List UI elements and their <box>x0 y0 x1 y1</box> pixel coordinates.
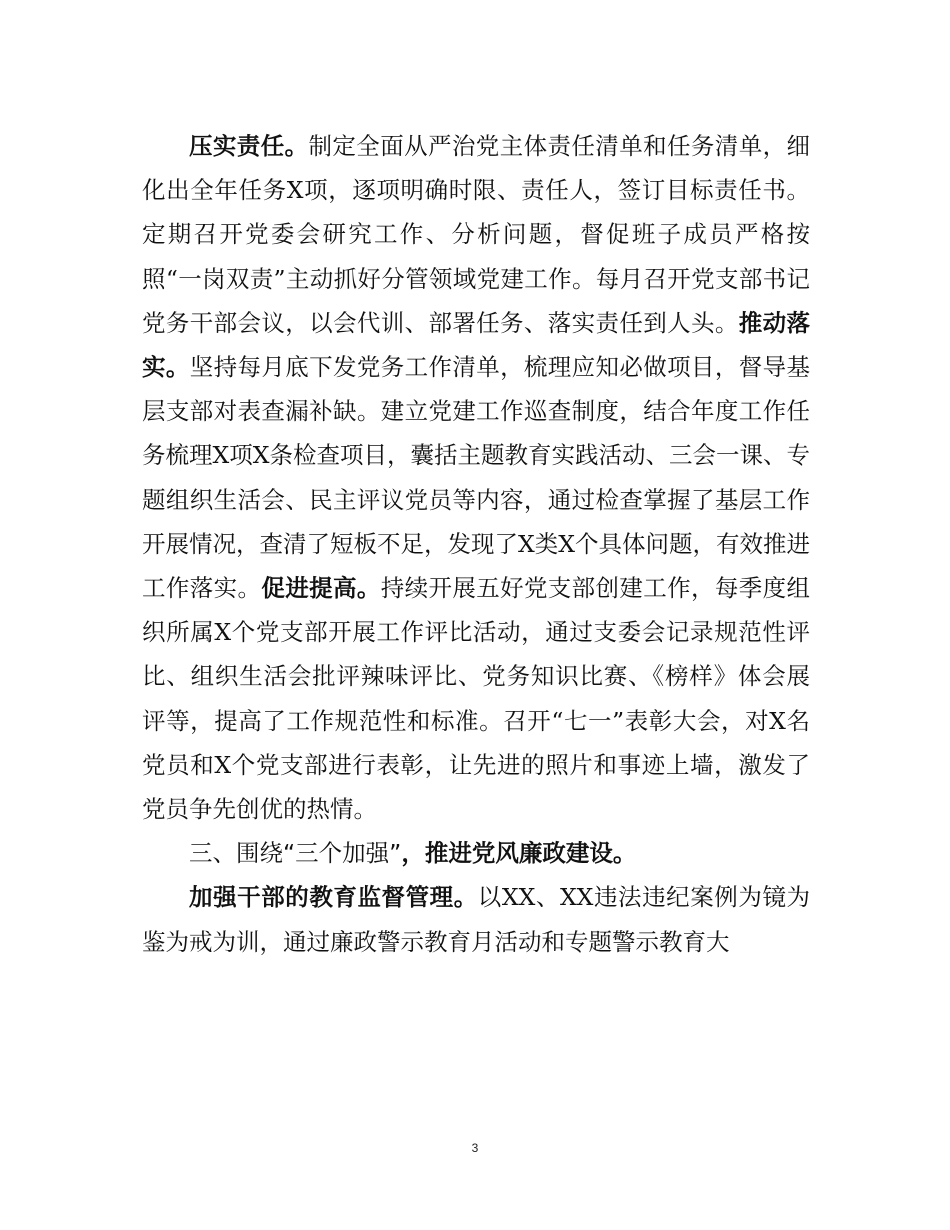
page-number: 3 <box>471 1141 479 1155</box>
section-heading <box>142 831 810 875</box>
paragraph-text-1: 制定全面从严治党主体责任清单和任务清单，细化出全年任务X项，逐项明确时限、责任人，签订目标责任书。定期召开党委会研究工作、分析问题，督促班子成员严格按照“一岗双责”主动抓好分管领域党建工作。每月召开党支部书记党务干部会议，以会代训、部署任务、落实责任到人头。 <box>142 132 810 337</box>
paragraph-text-3: 持续开展五好党支部创建工作，每季度组织所属X个党支部开展工作评比活动，通过支委会记录规范性评比、组织生活会批评辣味评比、党务知识比赛、《榜样》体会展评等，提高了工作规范性和标准。召开“七一”表彰大会，对X名党员和X个党支部进行表彰，让先进的照片和事迹上墙，激发了党员争先创优的热情。 <box>142 574 811 824</box>
paragraph-text-4: 以XX、XX违法违纪案例为镜为鉴为戒为训，通过廉政警示教育月活动和专题警示教育大 <box>142 883 811 956</box>
paragraph-cadre-supervision <box>142 875 810 963</box>
lead-heading-3: 促进提高。 <box>261 574 381 603</box>
lead-heading-4: 加强干部的教育监督管理。 <box>189 883 478 912</box>
section-heading-suffix: ，推进党风廉政建设。 <box>401 839 637 868</box>
paragraph-responsibility <box>142 124 810 831</box>
document-body <box>142 124 810 964</box>
paragraph-text-2: 坚持每月底下发党务工作清单，梳理应知必做项目，督导基层支部对表查漏补缺。建立党建工作巡查制度，结合年度工作任务梳理X项X条检查项目，囊括主题教育实践活动、三会一课、专题组织生活会、民主评议党员等内容，通过检查掌握了基层工作开展情况，查清了短板不足，发现了X类X个具体问题，有效推进工作落实。 <box>142 353 811 603</box>
lead-heading-1: 压实责任。 <box>189 132 309 160</box>
lead-heading-2: 推动落实。 <box>142 308 811 382</box>
section-heading-prefix: 三、围绕“三个加强” <box>189 839 402 868</box>
